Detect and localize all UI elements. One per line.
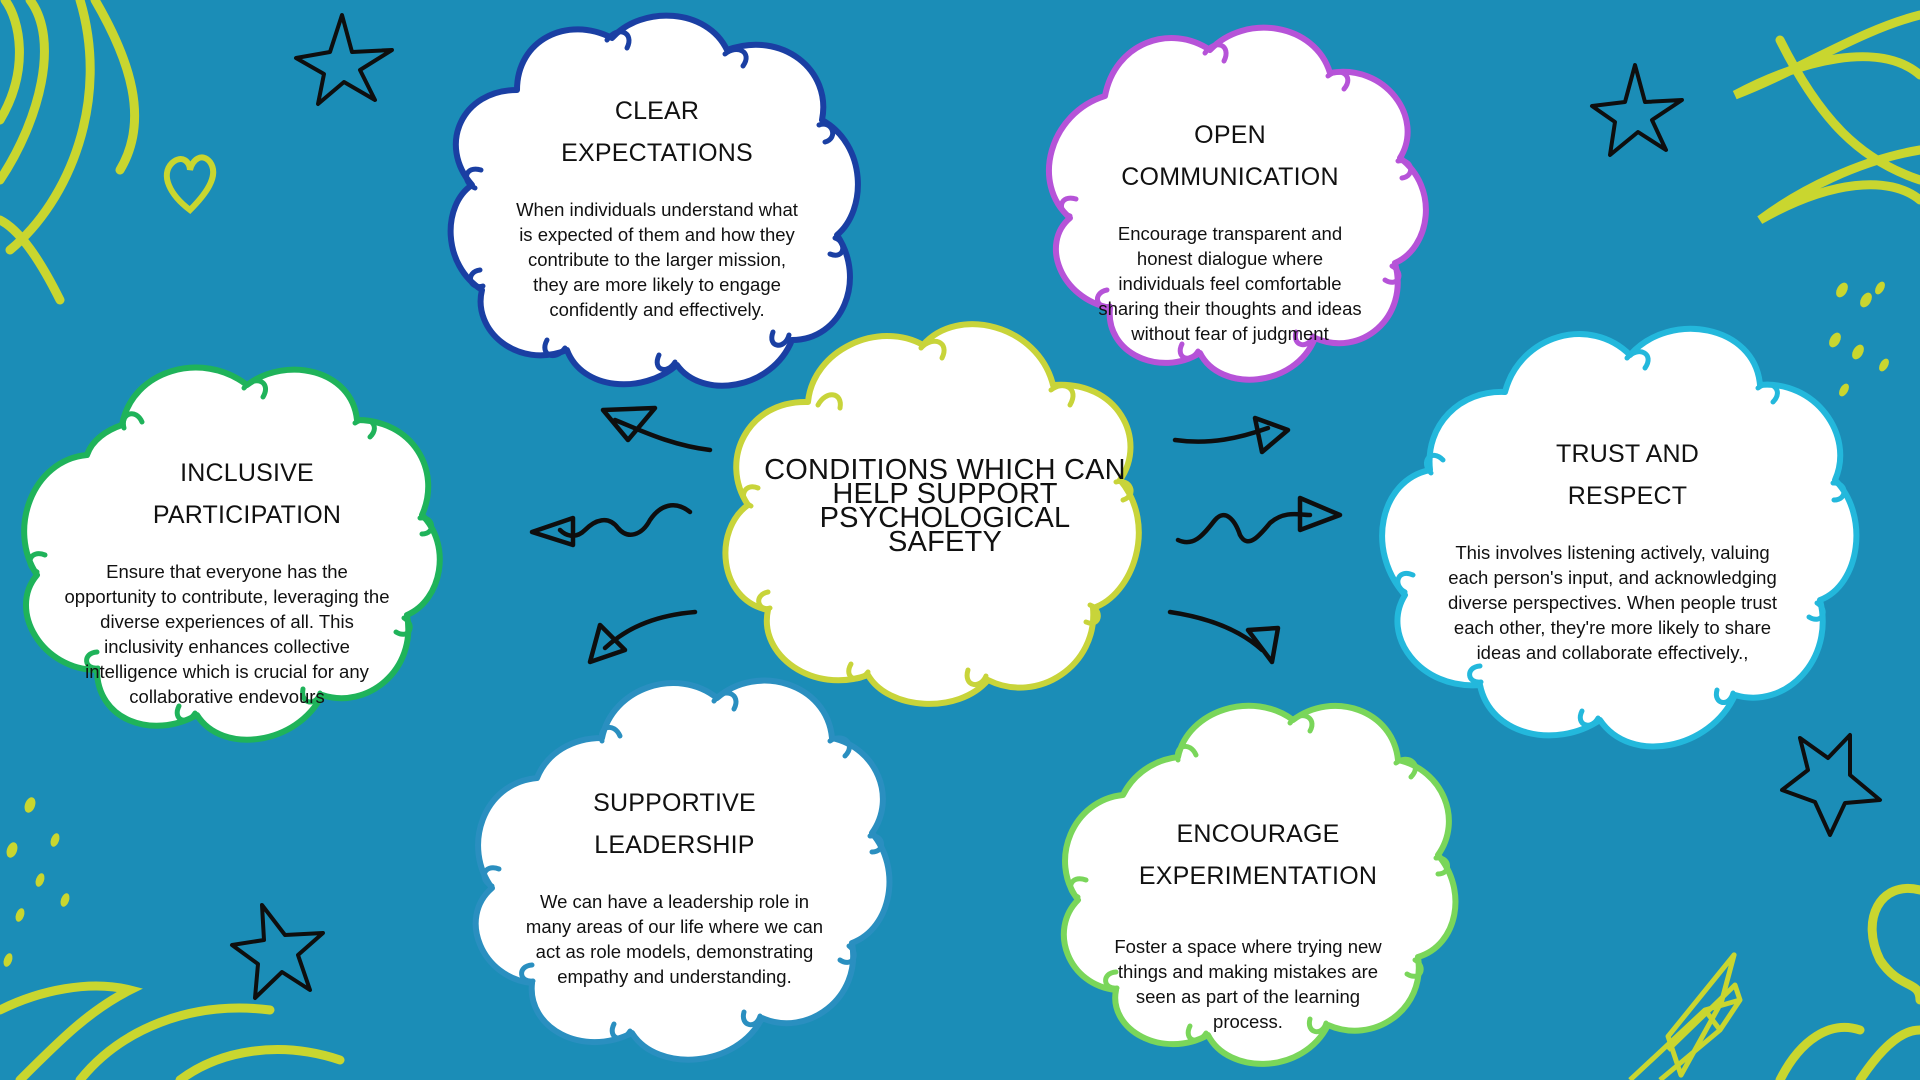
arrow-to-encourage-experimentation [1170, 612, 1278, 662]
encourage-experimentation-body: Foster a space where trying new things and making mistakes are seen as part of the learning process. [1114, 936, 1382, 1032]
trust-and-respect-body: This involves listening actively, valuing each person's input, and acknowledging diverse perspectives. When people trust each other, they're more likely to share ideas and collaborate effectively., [1447, 542, 1778, 663]
supportive-leadership-title-line-1: SUPPORTIVE [593, 789, 756, 817]
inclusive-participation-title-line-2: PARTICIPATION [152, 501, 342, 529]
arrow-to-trust-and-respect [1178, 498, 1340, 542]
trust-and-respect-title [1450, 423, 1805, 528]
supportive-leadership-body: We can have a leadership role in many areas of our life where we can act as role models, demonstrating empathy and understanding. [525, 891, 824, 987]
arrow-to-inclusive-participation [532, 505, 690, 545]
supportive-leadership-title-line-2: LEADERSHIP [594, 831, 755, 859]
open-communication-title-line-2: COMMUNICATION [1121, 163, 1339, 191]
cloud-encourage-experimentation [1048, 695, 1458, 1075]
inclusive-participation-title [82, 442, 412, 547]
clear-expectations-title-line-1: CLEAR [614, 97, 700, 125]
inclusive-participation-body: Ensure that everyone has the opportunity to contribute, leveraging the diverse experiences of all. This inclusivity enhances collective intelligence which is crucial for any collaborative endevours [64, 561, 390, 707]
trust-and-respect-content [1435, 423, 1790, 665]
encourage-experimentation-title-line-1: ENCOURAGE [1176, 820, 1340, 848]
encourage-experimentation-content [1113, 803, 1383, 1034]
center-title: CONDITIONS WHICH CAN HELP SUPPORT PSYCHOLOGICAL SAFETY [764, 454, 1126, 558]
cloud-clear-expectations [447, 10, 867, 395]
clear-expectations-body: When individuals understand what is expected of them and how they contribute to the larger mission, they are more likely to engage confidently and effectively. [516, 199, 798, 320]
arrow-to-open-communication [1175, 418, 1288, 452]
open-communication-content [1092, 104, 1368, 346]
open-communication-title [1092, 104, 1368, 209]
cloud-inclusive-participation [12, 350, 452, 760]
supportive-leadership-title [522, 772, 827, 877]
inclusive-participation-content [62, 442, 392, 709]
trust-and-respect-title-line-2: RESPECT [1567, 482, 1688, 510]
encourage-experimentation-title-line-2: EXPERIMENTATION [1138, 862, 1378, 890]
open-communication-body: Encourage transparent and honest dialogue where individuals feel comfortable sharing their thoughts and ideas without fear of judgment [1098, 223, 1362, 344]
arrow-to-supportive-leadership [590, 612, 695, 662]
clear-expectations-title-line-2: EXPECTATIONS [561, 139, 753, 167]
trust-and-respect-title-line-1: TRUST AND [1555, 440, 1700, 468]
arrow-to-clear-expectations [603, 408, 710, 450]
supportive-leadership-content [522, 772, 827, 989]
encourage-experimentation-title [1123, 803, 1393, 908]
clear-expectations-content [507, 80, 807, 322]
open-communication-title-line-1: OPEN [1194, 121, 1266, 149]
clear-expectations-title [507, 80, 807, 185]
inclusive-participation-title-line-1: INCLUSIVE [180, 459, 314, 487]
cloud-supportive-leadership [462, 668, 892, 1073]
